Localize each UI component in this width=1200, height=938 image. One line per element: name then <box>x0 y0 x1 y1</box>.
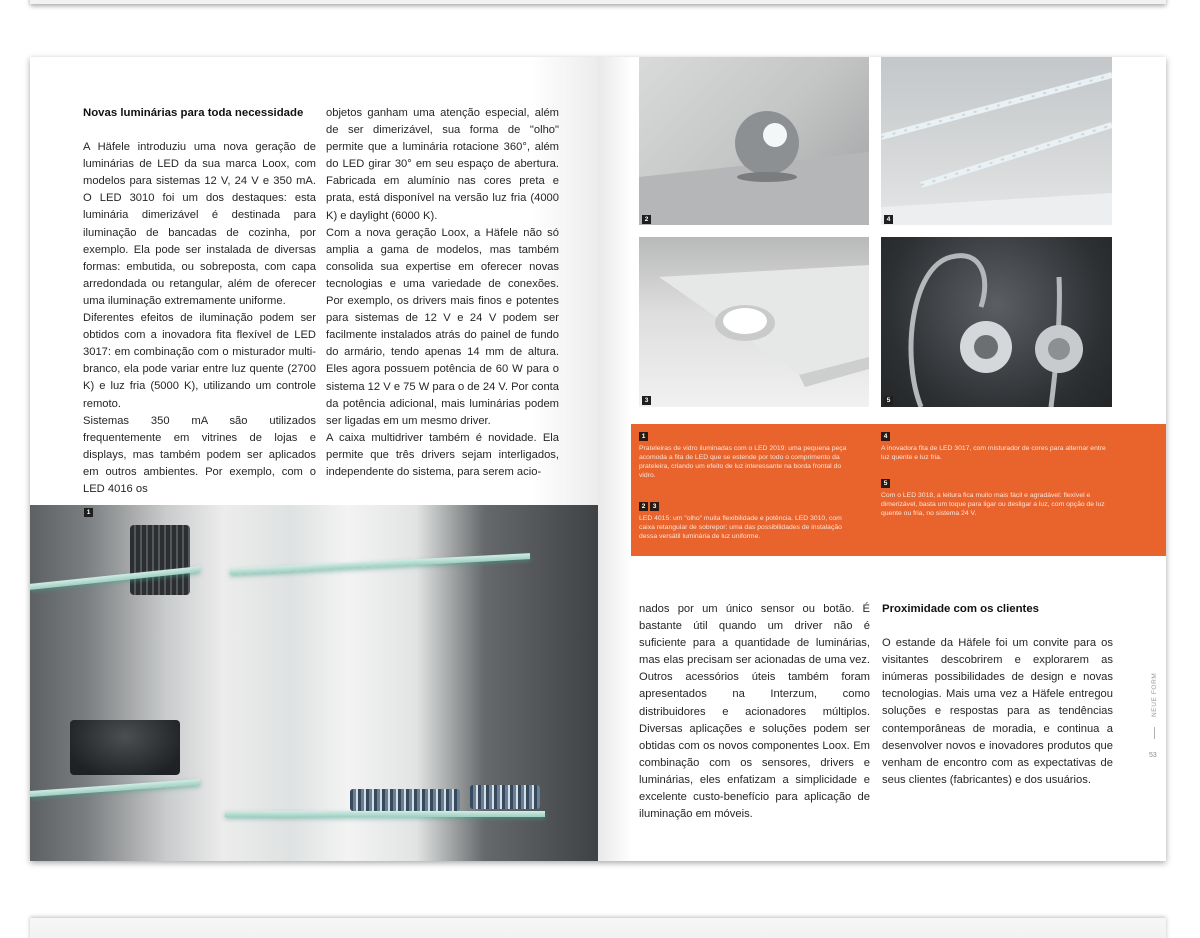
hat-shape <box>70 720 180 775</box>
caption-text: LED 4015: um "olho" muita flexibilidade e potência. LED 3010, com caixa retangular de sobrepor: uma das possibilidades de instalação dessa versátil luminária de luz uniforme. <box>639 515 842 540</box>
caption-text: A inovadora fita de LED 3017, com misturador de cores para alternar entre luz quente e luz fria. <box>881 445 1106 461</box>
text-column-4 <box>882 601 1113 789</box>
caption-4 <box>881 432 1113 462</box>
paragraph: O estande da Häfele foi um convite para os visitantes descobrirem e explorarem as inúmeras possibilidades de design e novas tecnologias. Mais uma vez a Häfele entregou soluções e respostas para as tendências contemporâneas de moradia, e continua a desenvolver novos e inovadores produtos que venham de encontro com as expectativas de seus clientes (fabricantes) e dos usuários. <box>882 637 1113 786</box>
photo-number-badge: 5 <box>884 396 893 405</box>
eye-luminaire-photo <box>639 57 869 225</box>
caption-2-3 <box>639 502 859 541</box>
paragraph: Com a nova geração Loox, a Häfele não só amplia a gama de modelos, mas também consolida sua expertise em oferecer novas tecnologias e uma variedade de conexões. Por exemplo, os drivers mais finos e potentes para sistemas de 12 V e 24 V podem ser facilmente instalados atrás do painel de fundo do armário, tendo apenas 14 mm de altura. Eles agora possuem potência de 60 W para o sistema 12 V e 75 W para o de 24 V. Por conta da potência adicional, mais luminárias podem ser ligadas em um mesmo driver. <box>326 226 559 427</box>
glass-shelves-photo <box>30 505 598 861</box>
glass-shelf <box>225 811 545 817</box>
text-column-2 <box>326 105 559 481</box>
next-spread-edge <box>30 918 1166 938</box>
caption-number: 5 <box>881 479 890 488</box>
magazine-spread <box>30 57 1166 861</box>
caption-number: 4 <box>881 432 890 441</box>
caption-text: Prateleiras de vidro iluminadas com o LED 2019: uma pequena peça acomoda a fita de LED que se estende por todo o comprimento da prateleira, criando um efeito de luz interessante na borda frontal do vidro. <box>639 445 847 479</box>
section-heading: Proximidade com os clientes <box>882 603 1039 615</box>
paragraph: objetos ganham uma atenção especial, além de ser dimerizável, sua forma de "olho" permite que a luminária rotacione 360°, além do LED girar 30° em seu espaço de abertura. Fabricada em alumínio nas cores preta e prata, está disponível na versão luz fria (4000 K) e daylight (6000 K). <box>326 107 559 222</box>
surface-luminaire-photo <box>639 237 869 407</box>
glass-shelf <box>230 553 530 575</box>
caption-text: Com o LED 3018, a leitura fica muito mais fácil e agradável: flexível e dimerizável, basta um toque para ligar ou desligar a luz, com opção de luz quente ou fria, no sistema 24 V. <box>881 492 1105 517</box>
glass-shelf <box>30 779 200 797</box>
text-column-3 <box>639 601 870 823</box>
caption-number: 1 <box>639 432 648 441</box>
paragraph: nados por um único sensor ou botão. É bastante útil quando um driver não é suficiente para a quantidade de luminárias, mas elas precisam ser acionadas de uma vez. Outros acessórios úteis também foram apresentados na Interzum, como distribuidores e acionadores múltiplos. Diversas aplicações e soluções podem ser obtidas com os novos componentes Loox. Em combinação com os sensores, drivers e luminárias, eles enfatizam a simplicidade e excelente custo-benefício para aplicação de iluminação em móveis. <box>639 603 870 821</box>
right-page <box>598 57 1166 861</box>
reading-luminaire-photo <box>881 237 1112 407</box>
led-strip-illustration <box>881 57 1112 225</box>
folded-clothes <box>470 785 540 809</box>
folded-clothes <box>350 789 460 811</box>
left-page <box>30 57 598 861</box>
caption-1 <box>639 432 859 480</box>
sidebar-divider <box>1154 727 1155 739</box>
caption-number: 2 <box>639 502 648 511</box>
text-column-1 <box>83 105 316 498</box>
page-number: 53 <box>1149 752 1157 759</box>
led-strip-photo <box>881 57 1112 225</box>
paragraph: Sistemas 350 mA são utilizados frequentemente em vitrines de lojas e displays, mas também podem ser aplicados em outros ambientes. Por exemplo, com o LED 4016 os <box>83 414 316 495</box>
eye-luminaire-illustration <box>639 57 869 225</box>
paragraph: Diferentes efeitos de iluminação podem ser obtidos com a inovadora fita flexível de LED 3017: em combinação com o misturador multi-branco, ela pode variar entre luz quente (2700 K) e luz fria (5000 K), utilizando um controle remoto. <box>83 312 316 410</box>
photo-number-badge: 3 <box>642 396 651 405</box>
reading-luminaire-illustration <box>881 237 1112 407</box>
photo-number-badge: 2 <box>642 215 651 224</box>
caption-panel <box>631 424 1166 556</box>
caption-5 <box>881 479 1113 518</box>
surface-luminaire-illustration <box>639 237 869 407</box>
photo-number-badge: 1 <box>84 508 93 517</box>
magazine-name: NEUE FORM <box>1151 672 1158 717</box>
article-heading: Novas luminárias para toda necessidade <box>83 107 304 119</box>
previous-spread-edge <box>30 0 1166 4</box>
jacket-shape <box>130 525 190 595</box>
paragraph: A caixa multidriver também é novidade. Ela permite que três drivers sejam interligados, independente do sistema, para serem acio- <box>326 431 559 478</box>
paragraph: A Häfele introduziu uma nova geração de luminárias de LED da sua marca Loox, com modelos para sistemas 12 V, 24 V e 350 mA. O LED 3010 foi um dos destaques: esta luminária dimerizável é destinada para iluminação de bancadas de cozinha, por exemplo. Ela pode ser instalada de diversas formas: embutida, ou sobreposta, com capa arredondada ou retangular, além de oferecer uma iluminação extremamente uniforme. <box>83 141 316 307</box>
caption-number: 3 <box>650 502 659 511</box>
photo-number-badge: 4 <box>884 215 893 224</box>
